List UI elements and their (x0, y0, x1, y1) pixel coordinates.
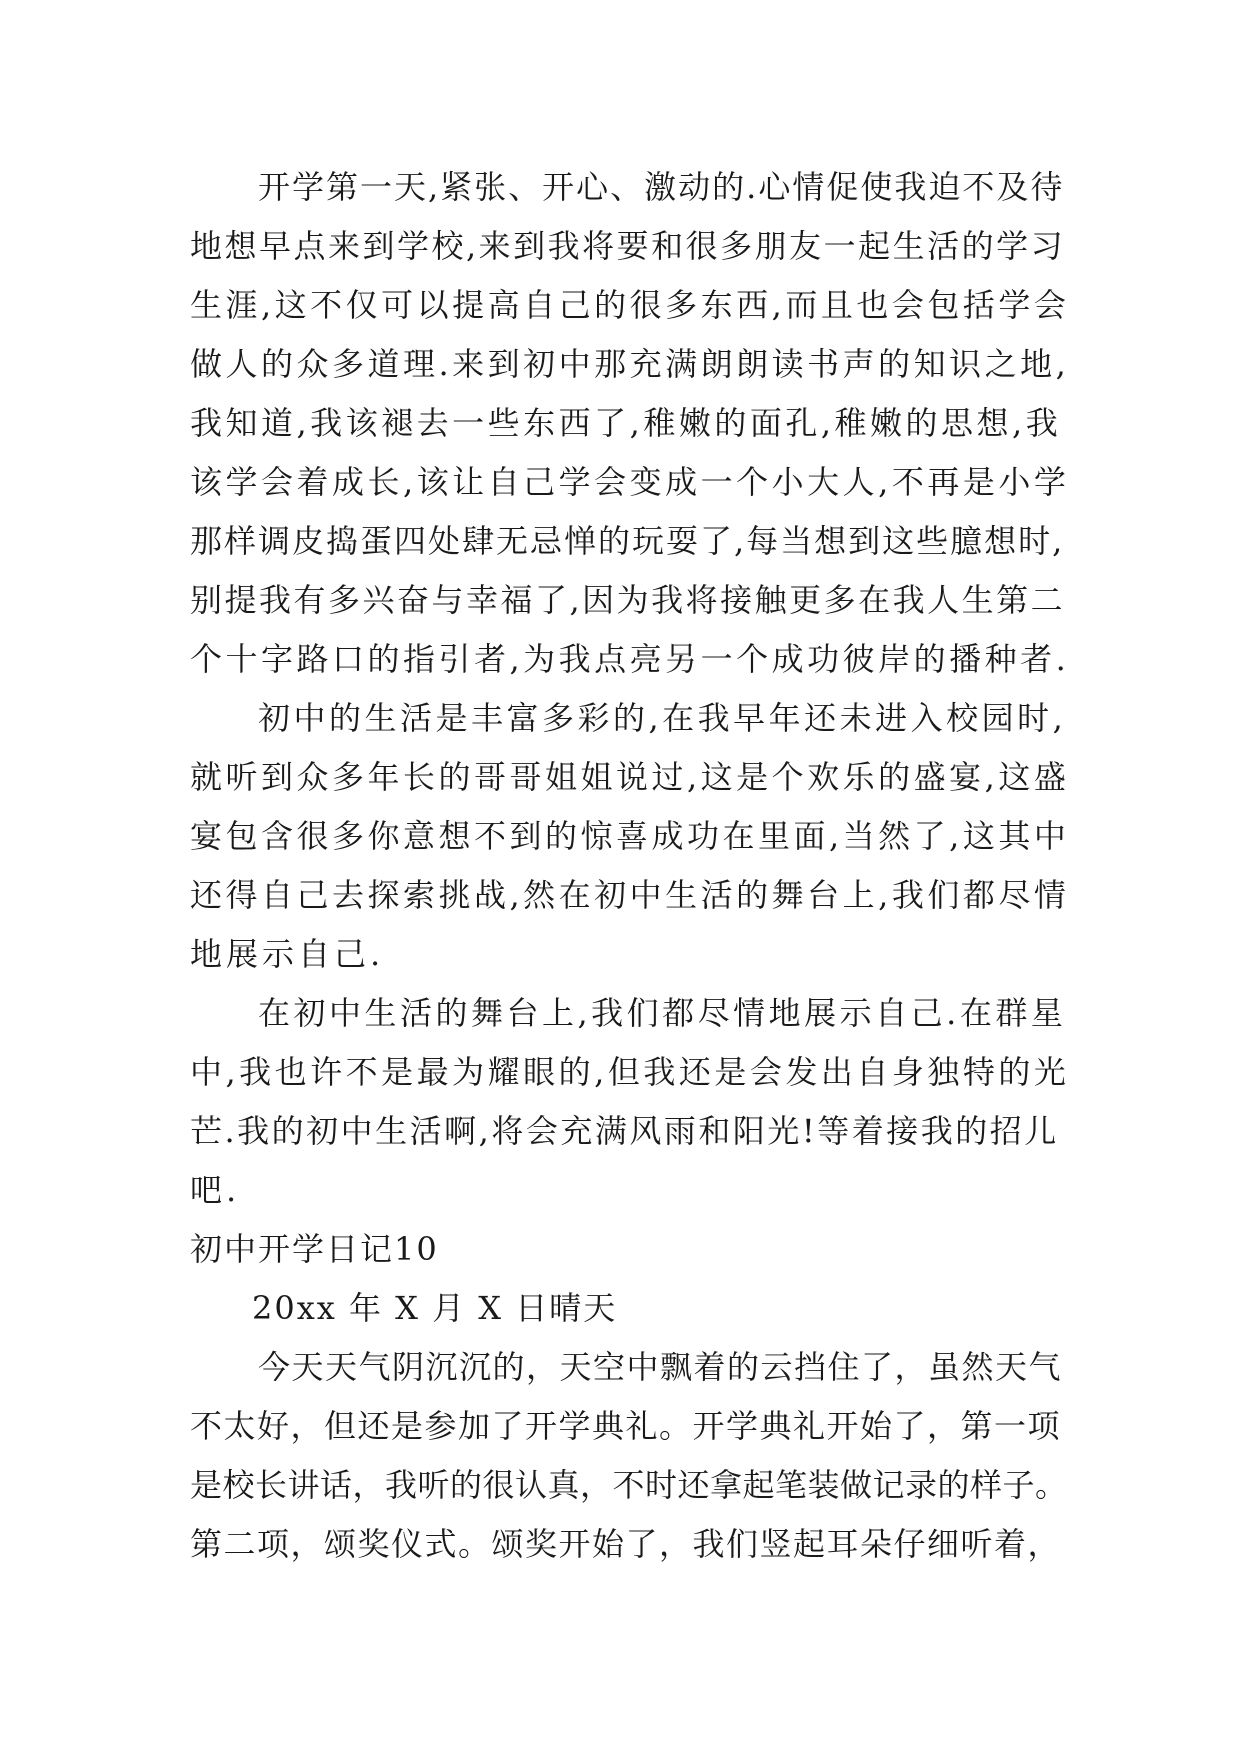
paragraph-line: 就听到众多年长的哥哥姐姐说过,这是个欢乐的盛宴,这盛 (190, 758, 1070, 796)
paragraph-line: 初中的生活是丰富多彩的,在我早年还未进入校园时, (258, 699, 1067, 737)
paragraph-line: 开学第一天,紧张、开心、激动的.心情促使我迫不及待 (258, 168, 1065, 206)
paragraph-line: 别提我有多兴奋与幸福了,因为我将接触更多在我人生第二 (190, 581, 1066, 619)
paragraph-line: 吧. (190, 1171, 241, 1209)
paragraph-line: 地想早点来到学校,来到我将要和很多朋友一起生活的学习 (190, 227, 1066, 265)
date-line: 20xx 年 X 月 X 日晴天 (252, 1289, 618, 1327)
paragraph-line: 不太好，但还是参加了开学典礼。开学典礼开始了，第一项 (190, 1407, 1062, 1445)
paragraph-line: 地展示自己. (190, 935, 385, 973)
paragraph-line: 中,我也许不是最为耀眼的,但我还是会发出自身独特的光 (190, 1053, 1070, 1091)
paragraph-line: 还得自己去探索挑战,然在初中生活的舞台上,我们都尽情 (190, 876, 1070, 914)
paragraph-line: 那样调皮捣蛋四处肆无忌惮的玩耍了,每当想到这些臆想时, (190, 522, 1065, 560)
paragraph-line: 宴包含很多你意想不到的惊喜成功在里面,当然了,这其中 (190, 817, 1070, 855)
paragraph-line: 第二项，颂奖仪式。颂奖开始了，我们竖起耳朵仔细听着， (190, 1525, 1062, 1563)
paragraph-line: 生涯,这不仅可以提高自己的很多东西,而且也会包括学会 (190, 286, 1070, 324)
paragraph-line: 做人的众多道理.来到初中那充满朗朗读书声的知识之地, (190, 345, 1070, 383)
paragraph-line: 我知道,我该褪去一些东西了,稚嫩的面孔,稚嫩的思想,我 (190, 404, 1062, 442)
document-body (190, 158, 1070, 1574)
section-heading: 初中开学日记10 (190, 1230, 439, 1268)
paragraph-line: 今天天气阴沉沉的，天空中飘着的云挡住了，虽然天气 (258, 1348, 1063, 1386)
paragraph-line: 在初中生活的舞台上,我们都尽情地展示自己.在群星 (258, 994, 1067, 1032)
paragraph-line: 芒.我的初中生活啊,将会充满风雨和阳光!等着接我的招儿 (190, 1112, 1059, 1150)
paragraph-line: 该学会着成长,该让自己学会变成一个小大人,不再是小学 (190, 463, 1070, 501)
paragraph-line: 个十字路口的指引者,为我点亮另一个成功彼岸的播种者. (190, 640, 1070, 678)
paragraph-line: 是校长讲话，我听的很认真，不时还拿起笔装做记录的样子。 (190, 1466, 1068, 1504)
